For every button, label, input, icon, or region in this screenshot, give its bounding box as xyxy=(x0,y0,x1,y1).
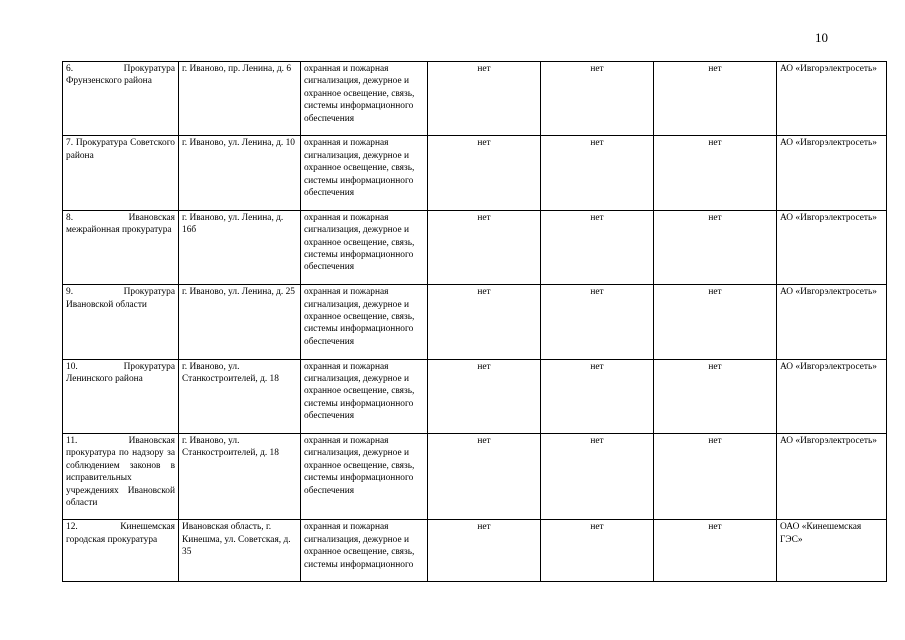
table-row xyxy=(63,285,887,359)
facility-name-cell: 7. Прокуратура Советского района xyxy=(63,136,179,210)
supplier-cell: ОАО «Кинешемская ГЭС» xyxy=(777,520,887,581)
table-row xyxy=(63,210,887,284)
value-cell: нет xyxy=(654,210,777,284)
address-cell: г. Иваново, пр. Ленина, д. 6 xyxy=(179,62,301,136)
value-cell: нет xyxy=(541,359,654,433)
address-cell: г. Иваново, ул. Ленина, д. 16б xyxy=(179,210,301,284)
value-cell: нет xyxy=(654,520,777,581)
value-cell: нет xyxy=(654,359,777,433)
value-cell: нет xyxy=(428,285,541,359)
value-cell: нет xyxy=(428,62,541,136)
facility-name-cell: 12. Кинешемская городская прокуратура xyxy=(63,520,179,581)
value-cell: нет xyxy=(541,136,654,210)
table-row xyxy=(63,62,887,136)
systems-cell: охранная и пожарная сигнализация, дежурное и охранное освещение, связь, системы информационного обеспечения xyxy=(301,136,428,210)
value-cell: нет xyxy=(654,62,777,136)
value-cell: нет xyxy=(654,285,777,359)
value-cell: нет xyxy=(428,359,541,433)
address-cell: г. Иваново, ул. Станкостроителей, д. 18 xyxy=(179,359,301,433)
facility-name-cell: 11. Ивановская прокуратура по надзору за соблюдением законов в исправительных учреждениях Ивановской области xyxy=(63,433,179,519)
table-row xyxy=(63,136,887,210)
value-cell: нет xyxy=(541,62,654,136)
facility-name-cell: 10. Прокуратура Ленинского района xyxy=(63,359,179,433)
value-cell: нет xyxy=(428,520,541,581)
facility-name-cell: 6. Прокуратура Фрунзенского района xyxy=(63,62,179,136)
value-cell: нет xyxy=(541,433,654,519)
value-cell: нет xyxy=(428,433,541,519)
systems-cell: охранная и пожарная сигнализация, дежурное и охранное освещение, связь, системы информационного обеспечения xyxy=(301,285,428,359)
supplier-cell: АО «Ивгорэлектросеть» xyxy=(777,433,887,519)
value-cell: нет xyxy=(541,520,654,581)
systems-cell: охранная и пожарная сигнализация, дежурное и охранное освещение, связь, системы информационного обеспечения xyxy=(301,210,428,284)
supplier-cell: АО «Ивгорэлектросеть» xyxy=(777,210,887,284)
table-row xyxy=(63,359,887,433)
supplier-cell: АО «Ивгорэлектросеть» xyxy=(777,136,887,210)
facility-name-cell: 9. Прокуратура Ивановской области xyxy=(63,285,179,359)
table-row xyxy=(63,520,887,581)
value-cell: нет xyxy=(541,210,654,284)
supplier-cell: АО «Ивгорэлектросеть» xyxy=(777,62,887,136)
address-cell: г. Иваново, ул. Ленина, д. 25 xyxy=(179,285,301,359)
systems-cell: охранная и пожарная сигнализация, дежурное и охранное освещение, связь, системы информационного обеспечения xyxy=(301,62,428,136)
facilities-table xyxy=(62,61,887,582)
systems-cell: охранная и пожарная сигнализация, дежурное и охранное освещение, связь, системы информационного обеспечения xyxy=(301,359,428,433)
supplier-cell: АО «Ивгорэлектросеть» xyxy=(777,359,887,433)
address-cell: г. Иваново, ул. Ленина, д. 10 xyxy=(179,136,301,210)
value-cell: нет xyxy=(428,136,541,210)
page-number: 10 xyxy=(815,30,828,45)
value-cell: нет xyxy=(428,210,541,284)
value-cell: нет xyxy=(541,285,654,359)
facility-name-cell: 8. Ивановская межрайонная прокуратура xyxy=(63,210,179,284)
value-cell: нет xyxy=(654,433,777,519)
address-cell: Ивановская область, г. Кинешма, ул. Советская, д. 35 xyxy=(179,520,301,581)
value-cell: нет xyxy=(654,136,777,210)
systems-cell: охранная и пожарная сигнализация, дежурное и охранное освещение, связь, системы информационного xyxy=(301,520,428,581)
systems-cell: охранная и пожарная сигнализация, дежурное и охранное освещение, связь, системы информационного обеспечения xyxy=(301,433,428,519)
supplier-cell: АО «Ивгорэлектросеть» xyxy=(777,285,887,359)
address-cell: г. Иваново, ул. Станкостроителей, д. 18 xyxy=(179,433,301,519)
table-row xyxy=(63,433,887,519)
